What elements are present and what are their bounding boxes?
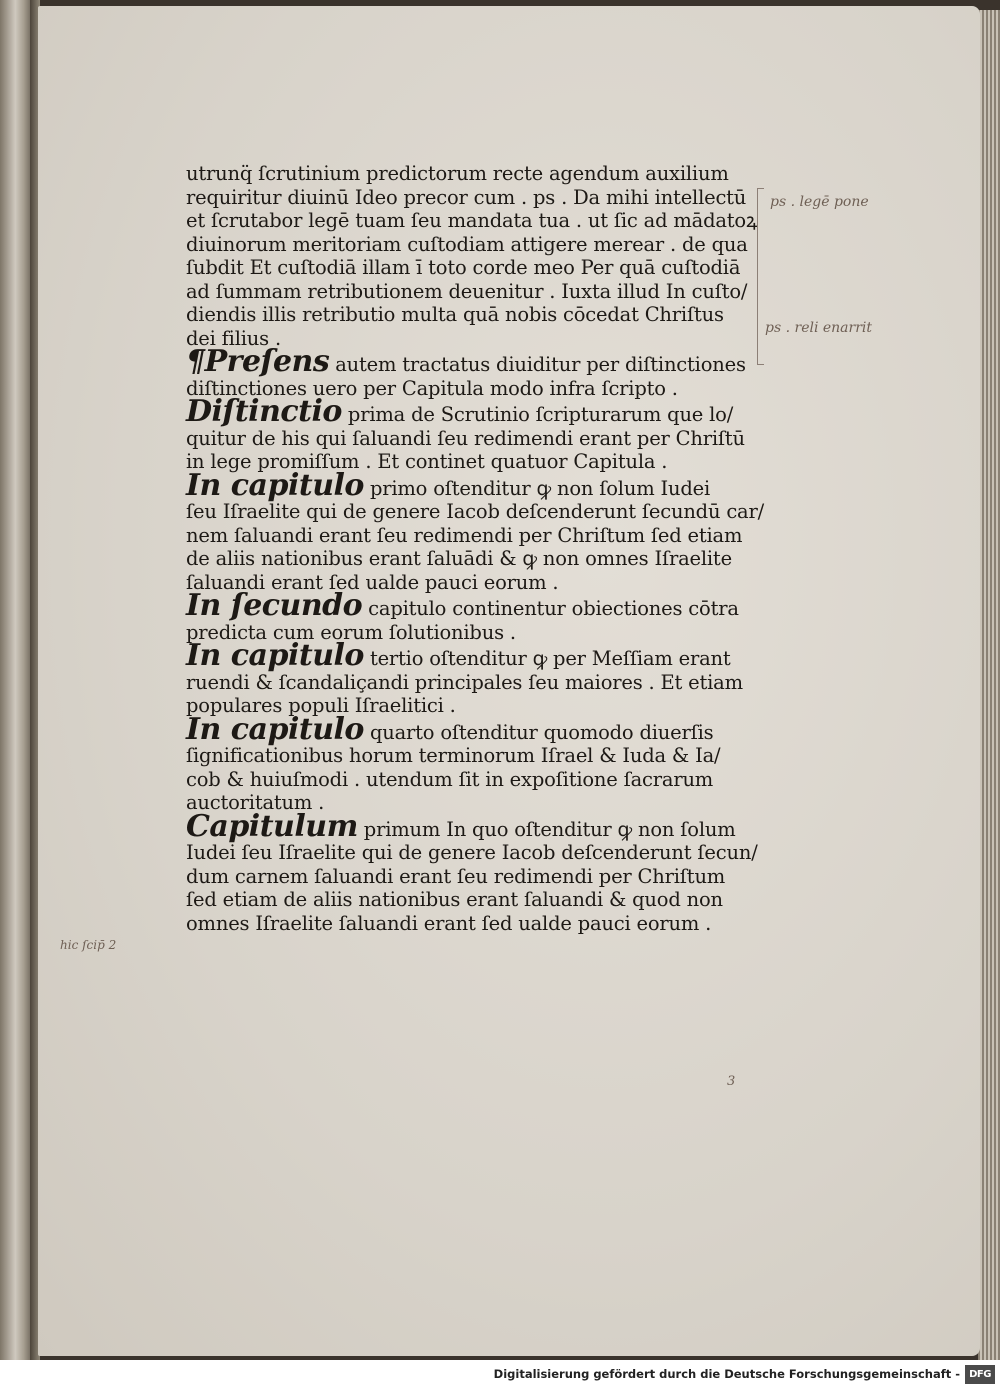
line-text: et ſcrutabor legē tuam ſeu mandata tua . ut ſic ad mādatoꝝ bbox=[186, 209, 758, 232]
text-line bbox=[186, 280, 776, 304]
text-line bbox=[186, 394, 776, 429]
text-line bbox=[186, 344, 776, 379]
text-paragraph bbox=[186, 638, 776, 718]
page-stack-edge bbox=[978, 10, 1000, 1360]
text-line bbox=[186, 711, 776, 747]
funding-credit: Digitalisierung gefördert durch die Deutsche Forschungsgemeinschaft - bbox=[493, 1367, 960, 1381]
text-line bbox=[186, 500, 776, 524]
line-text: omnes Iſraelite ſaluandi erant ſed ualde pauci eorum . bbox=[186, 911, 712, 935]
line-text: ſubdit Et cuſtodiā illam ī toto corde meo Per quā cuſtodiā bbox=[186, 256, 741, 279]
section-initial: In ſecundo bbox=[186, 588, 363, 623]
margin-bracket bbox=[757, 188, 764, 365]
line-text: nem ſaluandi erant ſeu redimendi per Chriſtum ſed etiam bbox=[186, 523, 743, 547]
line-text: ſaluandi erant ſed ualde pauci eorum . bbox=[186, 570, 559, 594]
section-initial: Diſtinctio bbox=[186, 394, 342, 429]
text-line bbox=[186, 671, 776, 695]
text-line bbox=[186, 841, 776, 865]
text-paragraph bbox=[186, 711, 776, 815]
text-line bbox=[186, 547, 776, 571]
text-line bbox=[186, 865, 776, 889]
line-text: prima de Scrutinio ſcripturarum que lo/ bbox=[341, 403, 734, 426]
margin-note-3: hic ſcip̄ 2 bbox=[60, 938, 117, 952]
line-text: ſeu Iſraelite qui de genere Iacob deſcenderunt ſecundū car/ bbox=[186, 500, 764, 523]
margin-note-1: ps . legē pone bbox=[770, 194, 869, 210]
line-text: Iudei ſeu Iſraelite qui de genere Iacob deſcenderunt ſecun/ bbox=[186, 841, 758, 864]
line-text: diſtinctiones uero per Capitula modo infra ſcripto . bbox=[186, 376, 678, 400]
text-line bbox=[186, 303, 776, 327]
text-line bbox=[186, 524, 776, 548]
section-initial: In capitulo bbox=[186, 467, 364, 503]
line-text: diuinorum meritoriam cuſtodiam attigere merear . de qua bbox=[186, 232, 748, 256]
text-line bbox=[186, 744, 776, 768]
line-text: tertio oſtenditur ꝙ per Meſſiam erant bbox=[363, 647, 731, 670]
section-initial: In capitulo bbox=[186, 638, 364, 673]
line-text: autem tractatus diuiditur per diſtinctiones bbox=[329, 353, 746, 376]
text-line bbox=[186, 467, 776, 503]
line-text: ruendi & ſcandaliçandi principales ſeu maiores . Et etiam bbox=[186, 670, 743, 694]
text-paragraph bbox=[186, 808, 776, 936]
page-number: 3 bbox=[727, 1074, 736, 1089]
text-paragraph bbox=[186, 394, 776, 474]
line-text: primum In quo oſtenditur ꝙ non ſolum bbox=[357, 817, 736, 841]
line-text: predicta cum eorum ſolutionibus . bbox=[186, 620, 516, 644]
line-text: quarto oſtenditur quomodo diuerſis bbox=[363, 720, 714, 744]
line-text: de aliis nationibus erant ſaluādi & ꝙ non omnes Iſraelite bbox=[186, 547, 732, 570]
footer-bar bbox=[0, 1360, 1000, 1390]
text-paragraph bbox=[186, 162, 776, 350]
section-initial: ¶Preſens bbox=[186, 344, 330, 379]
line-text: ſed etiam de aliis nationibus erant ſaluandi & quod non bbox=[186, 888, 723, 911]
line-text: ad ſummam retributionem deuenitur . Iuxta illud In cuſto/ bbox=[186, 279, 748, 303]
line-text: quitur de his qui ſaluandi ſeu redimendi erant per Chriſtū bbox=[186, 426, 745, 450]
main-text bbox=[186, 162, 776, 935]
line-text: cob & huiuſmodi . utendum ſit in expoſitione ſacrarum bbox=[186, 767, 714, 791]
text-paragraph bbox=[186, 588, 776, 644]
line-text: primo oſtenditur ꝙ non ſolum Iudei bbox=[363, 476, 711, 500]
text-paragraph bbox=[186, 467, 776, 595]
margin-note-2: ps . reli enarrit bbox=[765, 320, 873, 336]
text-line bbox=[186, 912, 776, 936]
text-paragraph bbox=[186, 344, 776, 400]
text-line bbox=[186, 209, 776, 233]
line-text: requiritur diuinū Ideo precor cum . ps . Da mihi intellectū bbox=[186, 185, 747, 209]
line-text: populares populi Iſraelitici . bbox=[186, 694, 456, 717]
text-line bbox=[186, 808, 776, 844]
text-line bbox=[186, 768, 776, 792]
text-line bbox=[186, 427, 776, 451]
line-text: in lege promiſſum . Et continet quatuor Capitula . bbox=[186, 450, 668, 473]
line-text: diendis illis retributio multa quā nobis cōcedat Chriſtus bbox=[186, 303, 724, 326]
line-text: ſignificationibus horum terminorum Iſrael & Iuda & Ia/ bbox=[186, 744, 721, 767]
section-initial: In capitulo bbox=[186, 711, 364, 747]
line-text: capitulo continentur obiectiones cōtra bbox=[362, 597, 739, 620]
text-line bbox=[186, 162, 776, 186]
text-line bbox=[186, 638, 776, 673]
dfg-logo: DFG bbox=[965, 1365, 995, 1384]
text-line bbox=[186, 186, 776, 210]
section-initial: Capitulum bbox=[186, 808, 358, 844]
line-text: auctoritatum . bbox=[186, 791, 325, 814]
left-page-edge bbox=[0, 0, 34, 1360]
line-text: dum carnem ſaluandi erant ſeu redimendi per Chriſtum bbox=[186, 864, 726, 888]
text-line bbox=[186, 588, 776, 623]
line-text: utrunq̈ ſcrutinium predictorum recte agendum auxilium bbox=[186, 162, 729, 185]
line-text: dei filius . bbox=[186, 326, 281, 350]
text-line bbox=[186, 233, 776, 257]
text-line bbox=[186, 256, 776, 280]
text-line bbox=[186, 888, 776, 912]
